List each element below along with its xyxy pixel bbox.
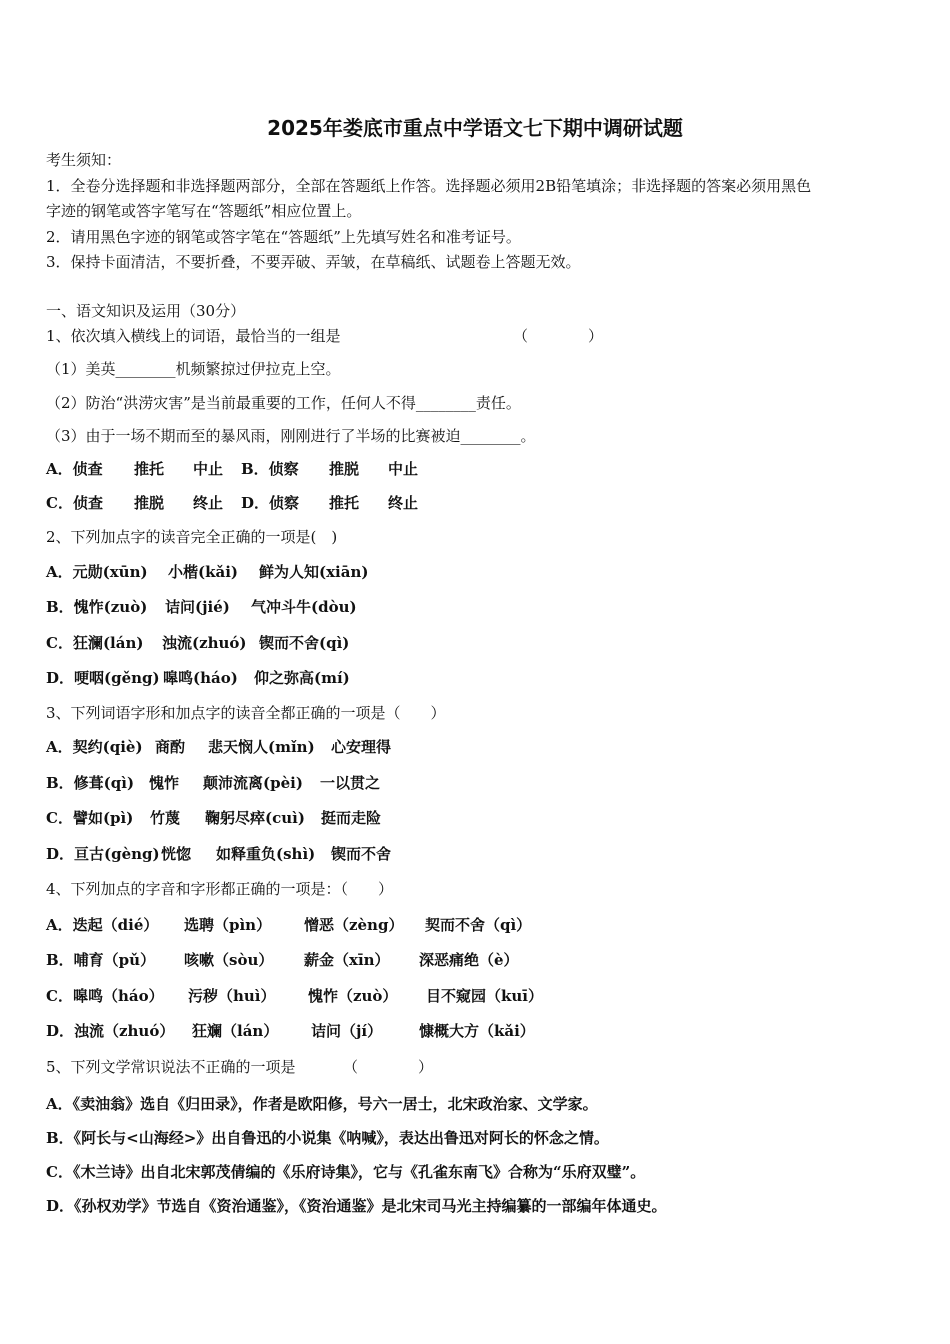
q4-stem: 4、下列加点的字音和字形都正确的一项是：（ ） <box>46 880 394 898</box>
q3-option-c-2: 竹蔑 <box>150 809 181 827</box>
q1-option-b-word-1: B．侦察 <box>241 460 299 478</box>
q1-option-d-word-1: D．侦察 <box>241 494 300 512</box>
q5-answer-paren: （ ） <box>343 1058 434 1076</box>
q5-stem: 5、下列文学常识说法不正确的一项是 <box>46 1058 296 1076</box>
q1-option-c-word-1: C．侦查 <box>46 494 103 512</box>
q4-option-a-1: A．迭起（dié） <box>46 916 159 934</box>
q5-option-a: A．《卖油翁》选自《归田录》，作者是欧阳修，号六一居士，北宋政治家、文学家。 <box>46 1095 598 1113</box>
q4-option-d-3: 诘问（jí） <box>311 1022 383 1040</box>
q3-option-a-3: 悲天悯人(mǐn) <box>208 738 315 756</box>
q2-option-c-1: C．狂澜(lán) <box>46 634 144 652</box>
notice-item-2: 2．请用黑色字迹的钢笔或答字笔在“答题纸”上先填写姓名和准考证号。 <box>46 228 521 246</box>
q4-option-a-4: 契而不舍（qì） <box>425 916 532 934</box>
q4-option-b-4: 深恶痛绝（è） <box>419 951 519 969</box>
q4-option-c-4: 目不窥园（kuī） <box>426 987 543 1005</box>
q1-answer-paren: （ ） <box>513 327 604 345</box>
q4-option-c-1: C．嗥鸣（háo） <box>46 987 164 1005</box>
q3-stem: 3、下列词语字形和加点字的读音全都正确的一项是（ ） <box>46 704 446 722</box>
q4-option-b-3: 薪金（xīn） <box>304 951 390 969</box>
q1-sentence-2: （2）防治“洪涝灾害”是当前最重要的工作，任何人不得________责任。 <box>46 394 521 412</box>
q3-option-b-2: 愧怍 <box>149 774 180 792</box>
q5-option-b: B．《阿长与<山海经>》出自鲁迅的小说集《呐喊》，表达出鲁迅对阿长的怀念之情。 <box>46 1129 609 1147</box>
q3-option-b-4: 一以贯之 <box>320 774 381 792</box>
q3-option-d-3: 如释重负(shì) <box>216 845 316 863</box>
q3-option-a-4: 心安理得 <box>331 738 392 756</box>
q2-option-a-1: A．元勋(xūn) <box>46 563 148 581</box>
q4-option-a-2: 选聘（pìn） <box>184 916 272 934</box>
q1-sentence-3: （3）由于一场不期而至的暴风雨，刚刚进行了半场的比赛被迫________。 <box>46 427 536 445</box>
q1-option-a-word-2: 推托 <box>134 460 165 478</box>
q4-option-b-1: B．哺育（pǔ） <box>46 951 156 969</box>
q1-option-d-word-3: 终止 <box>388 494 419 512</box>
q3-option-a-1: A．契约(qiè) <box>46 738 143 756</box>
notice-item-1b: 字迹的钢笔或答字笔写在“答题纸”相应位置上。 <box>46 202 362 220</box>
q3-option-d-4: 锲而不舍 <box>331 845 392 863</box>
q3-option-d-1: D．亘古(gèng) <box>46 845 160 863</box>
q2-option-b-3: 气冲斗牛(dòu) <box>251 598 357 616</box>
q1-option-a-word-1: A．侦查 <box>46 460 103 478</box>
q2-stem: 2、下列加点字的读音完全正确的一项是( ) <box>46 528 338 546</box>
q5-option-c: C．《木兰诗》出自北宋郭茂倩编的《乐府诗集》，它与《孔雀东南飞》合称为“乐府双璧”。 <box>46 1163 646 1181</box>
q4-option-c-3: 愧怍（zuò） <box>308 987 398 1005</box>
notice-heading: 考生须知： <box>46 151 122 169</box>
q2-option-b-2: 诘问(jié) <box>165 598 230 616</box>
notice-item-1a: 1．全卷分选择题和非选择题两部分，全部在答题纸上作答。选择题必须用2B铅笔填涂；非选择题的答案必须用黑色 <box>46 177 812 195</box>
q2-option-b-1: B．愧怍(zuò) <box>46 598 148 616</box>
q4-option-d-4: 慷概大方（kǎi） <box>419 1022 535 1040</box>
q1-option-b-word-3: 中止 <box>388 460 419 478</box>
q3-option-c-1: C．譬如(pì) <box>46 809 134 827</box>
q2-option-c-2: 浊流(zhuó) <box>162 634 247 652</box>
q2-option-c-3: 锲而不舍(qì) <box>259 634 350 652</box>
q4-option-a-3: 憎恶（zèng） <box>304 916 404 934</box>
q1-stem: 1、依次填入横线上的词语，最恰当的一组是 <box>46 327 341 345</box>
notice-item-3: 3．保持卡面清洁，不要折叠，不要弄破、弄皱，在草稿纸、试题卷上答题无效。 <box>46 253 581 271</box>
q1-sentence-1: （1）美英________机频繁掠过伊拉克上空。 <box>46 360 341 378</box>
q3-option-c-3: 鞠躬尽瘁(cuì) <box>205 809 305 827</box>
q3-option-c-4: 挺而走险 <box>321 809 382 827</box>
section-heading: 一、语文知识及运用（30分） <box>46 302 246 320</box>
q1-option-a-word-3: 中止 <box>193 460 224 478</box>
q2-option-a-2: 小楷(kǎi) <box>168 563 239 581</box>
q4-option-b-2: 咳嗽（sòu） <box>184 951 274 969</box>
q2-option-d-1: D．哽咽(gěng) <box>46 669 160 687</box>
q4-option-d-2: 狂斓（lán） <box>192 1022 279 1040</box>
q3-option-a-2: 商酌 <box>155 738 186 756</box>
q1-option-c-word-3: 终止 <box>193 494 224 512</box>
q2-option-a-3: 鲜为人知(xiān) <box>259 563 369 581</box>
q4-option-d-1: D．浊流（zhuó） <box>46 1022 175 1040</box>
q4-option-c-2: 污秽（huì） <box>188 987 276 1005</box>
q2-option-d-2: 嗥鸣(háo) <box>163 669 238 687</box>
q3-option-d-2: 恍惚 <box>161 845 192 863</box>
q3-option-b-1: B．修葺(qì) <box>46 774 135 792</box>
q5-option-d: D．《孙权劝学》节选自《资治通鉴》，《资治通鉴》是北宋司马光主持编纂的一部编年体通史。 <box>46 1197 667 1215</box>
q3-option-b-3: 颠沛流离(pèi) <box>203 774 303 792</box>
q2-option-d-3: 仰之弥高(mí) <box>254 669 350 687</box>
q1-option-c-word-2: 推脱 <box>134 494 165 512</box>
page-title: 2025年娄底市重点中学语文七下期中调研试题 <box>267 116 683 140</box>
q1-option-d-word-2: 推托 <box>329 494 360 512</box>
q1-option-b-word-2: 推脱 <box>329 460 360 478</box>
